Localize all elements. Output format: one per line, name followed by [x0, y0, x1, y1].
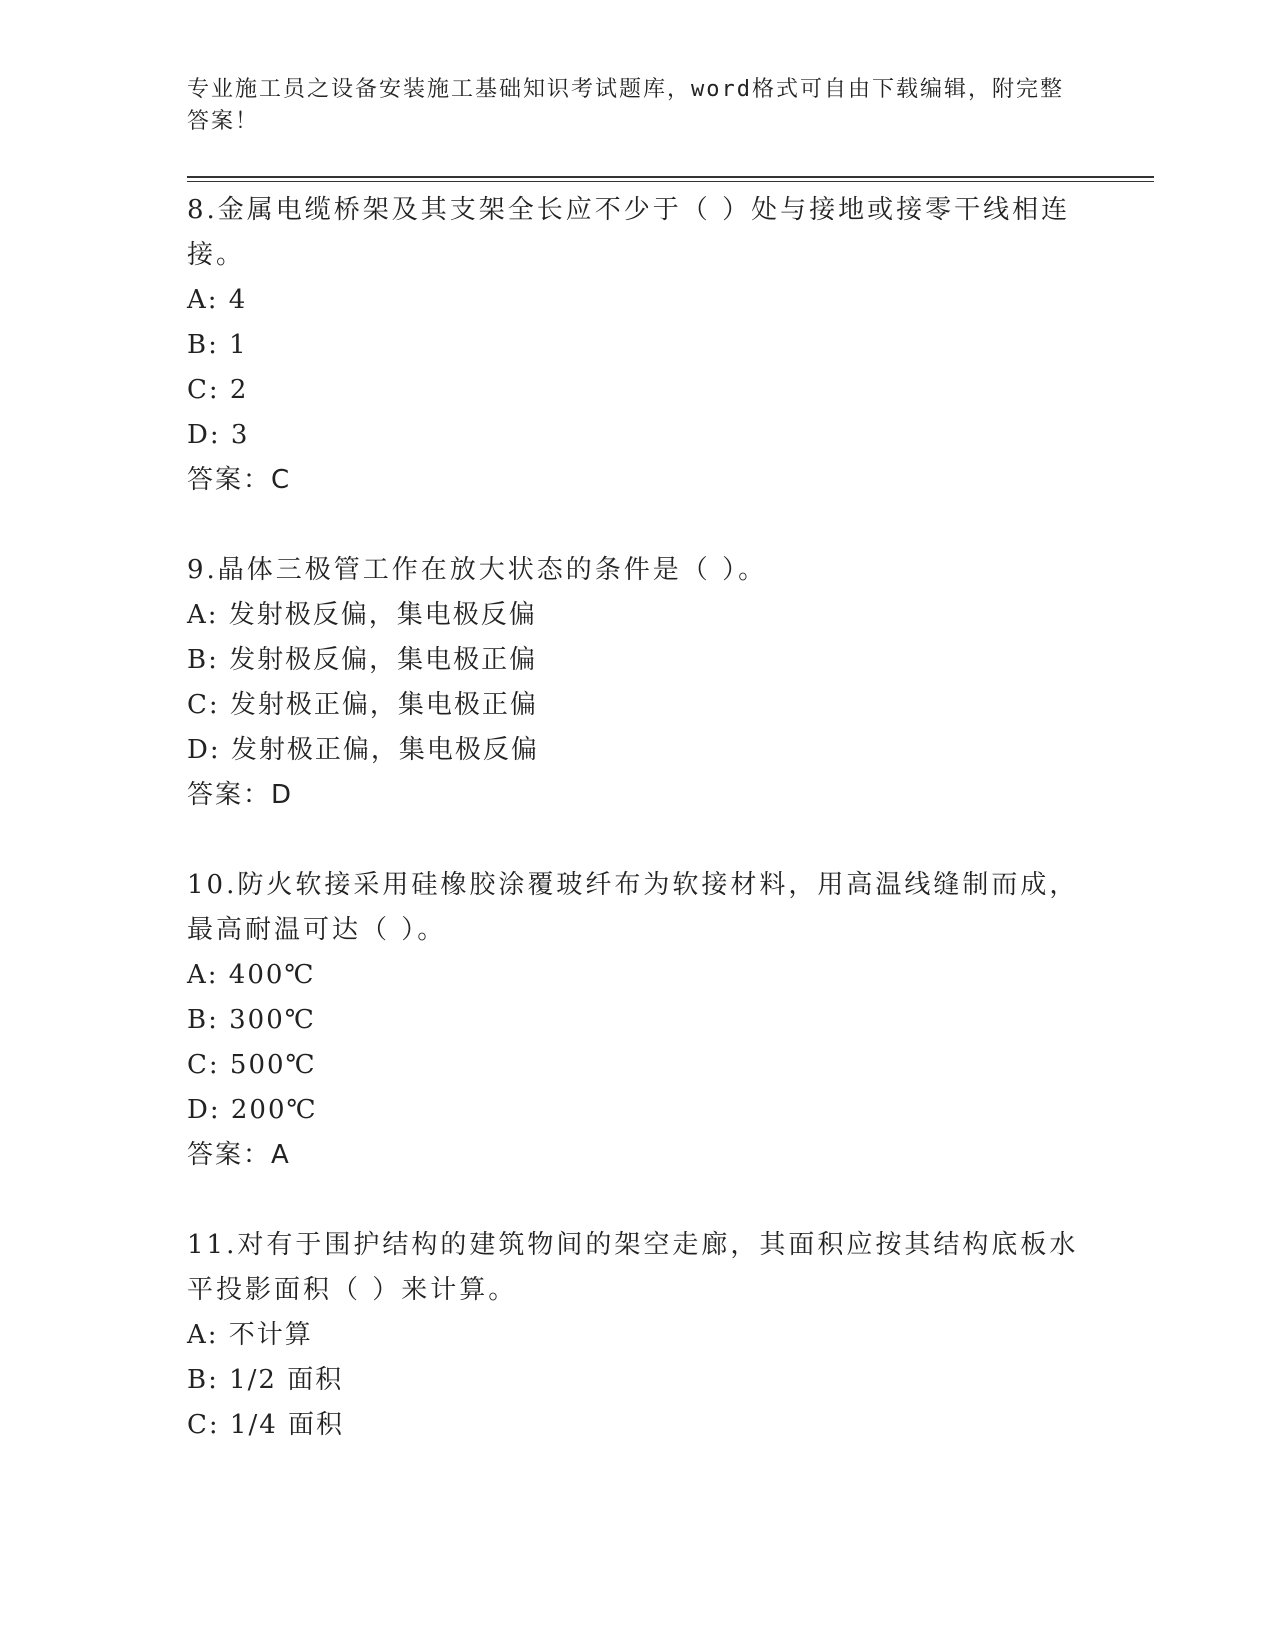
document-header: 专业施工员之设备安装施工基础知识考试题库，word格式可自由下载编辑，附完整答案！ — [187, 77, 1064, 134]
option-a: A: 发射极反偏，集电极反偏 — [187, 600, 537, 630]
answer-line: 答案：A — [187, 1140, 291, 1170]
option-b: B: 发射极反偏，集电极正偏 — [187, 645, 538, 675]
header-divider-thin — [187, 181, 1154, 182]
answer-line: 答案：D — [187, 780, 294, 810]
option-d: D: 200℃ — [187, 1095, 318, 1125]
option-c: C: 发射极正偏，集电极正偏 — [187, 690, 538, 720]
option-b: B: 300℃ — [187, 1005, 316, 1035]
question-block — [187, 548, 1087, 818]
option-c: C: 2 — [187, 375, 249, 405]
question-spacer — [187, 818, 1087, 863]
option-a: A: 4 — [187, 285, 248, 315]
question-block — [187, 1223, 1087, 1448]
question-block — [187, 188, 1087, 503]
question-list — [187, 188, 1087, 1448]
question-block — [187, 863, 1087, 1178]
question-stem: 11.对有于围护结构的建筑物间的架空走廊，其面积应按其结构底板水平投影面积（ ）来计算。 — [187, 1230, 1079, 1305]
answer-line: 答案：C — [187, 465, 292, 495]
option-c: C: 1/4 面积 — [187, 1410, 345, 1440]
option-a: A: 不计算 — [187, 1320, 313, 1350]
option-b: B: 1 — [187, 330, 248, 360]
question-stem: 8.金属电缆桥架及其支架全长应不少于（ ）处与接地或接零干线相连接。 — [187, 195, 1071, 270]
option-a: A: 400℃ — [187, 960, 316, 990]
question-spacer — [187, 503, 1087, 548]
header-divider-thick — [187, 176, 1154, 178]
question-stem: 10.防火软接采用硅橡胶涂覆玻纤布为软接材料，用高温线缝制而成，最高耐温可达（ ）。 — [187, 870, 1079, 945]
option-d: D: 发射极正偏，集电极反偏 — [187, 735, 539, 765]
question-stem: 9.晶体三极管工作在放大状态的条件是（ ）。 — [187, 555, 768, 585]
option-d: D: 3 — [187, 420, 250, 450]
option-b: B: 1/2 面积 — [187, 1365, 344, 1395]
question-spacer — [187, 1178, 1087, 1223]
option-c: C: 500℃ — [187, 1050, 317, 1080]
